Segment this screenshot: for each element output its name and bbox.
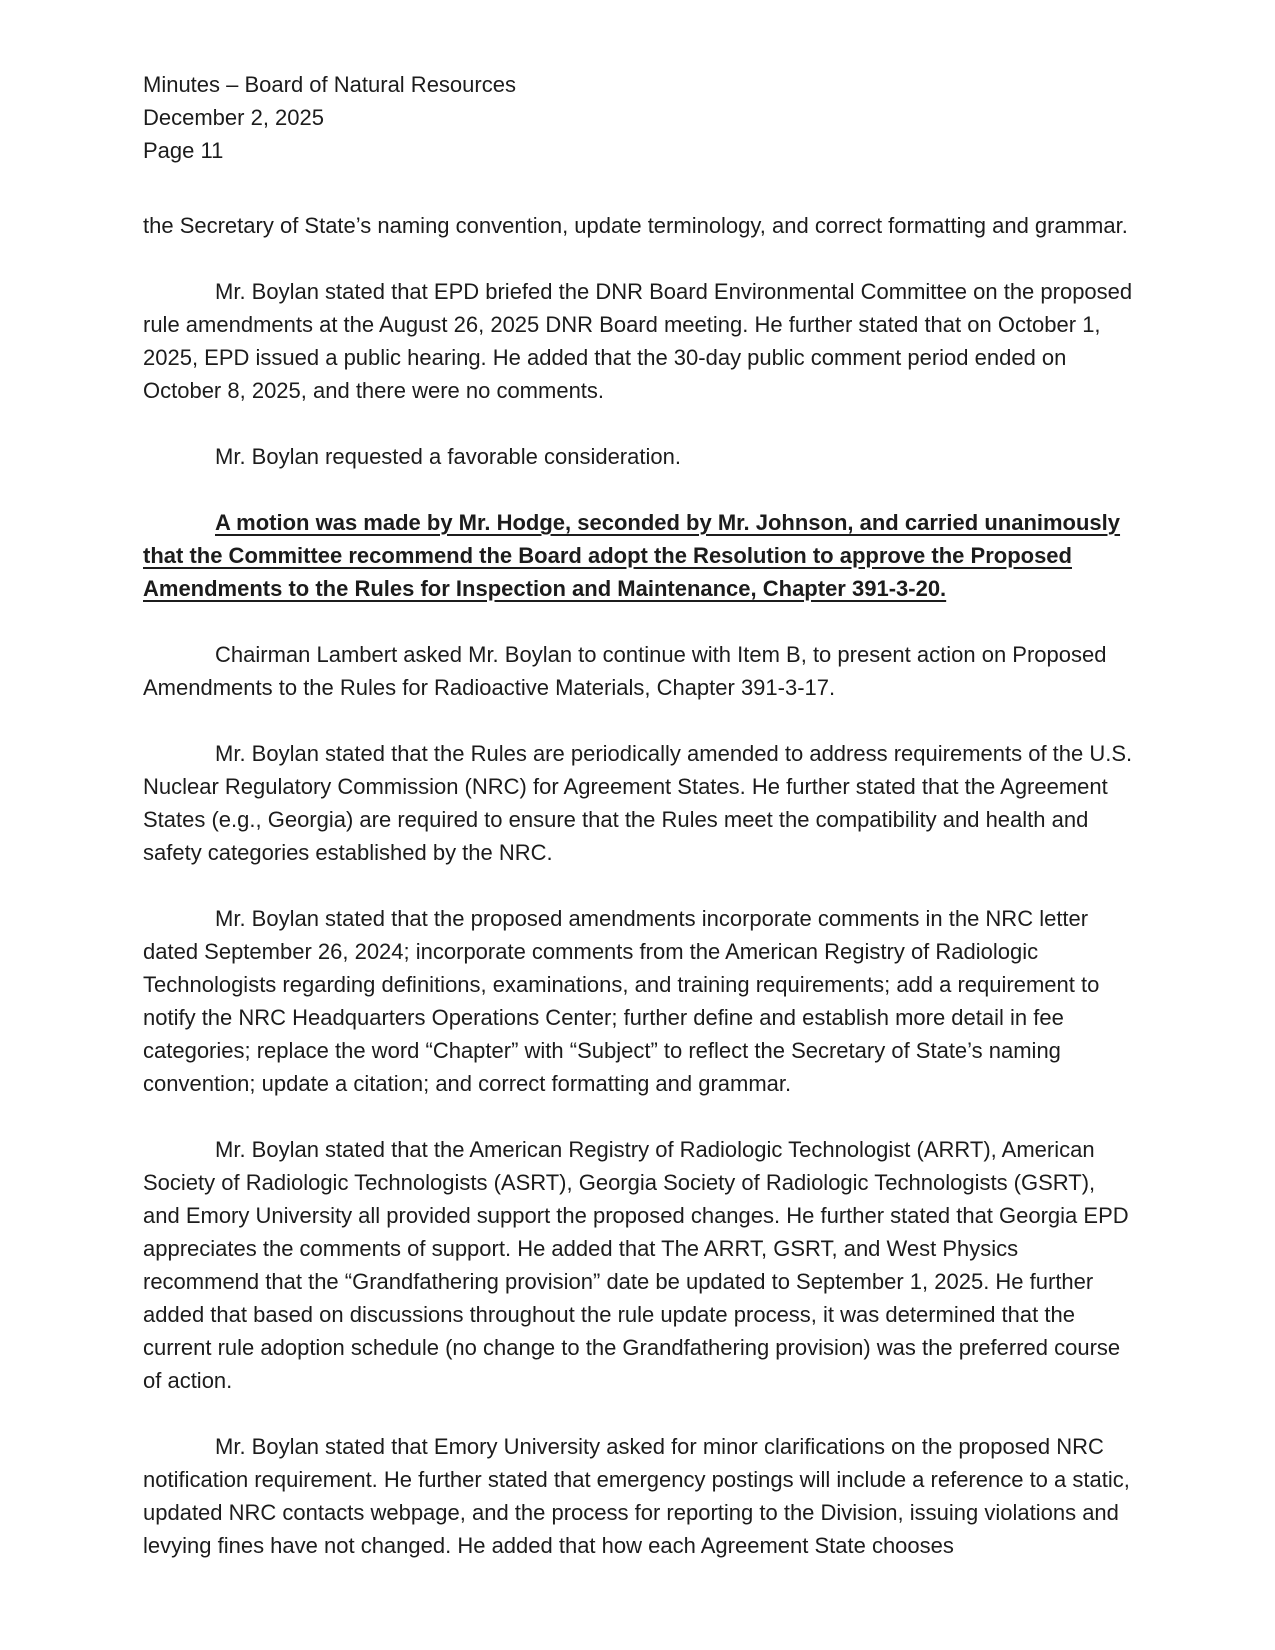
para-motion-statement: A motion was made by Mr. Hodge, seconded by Mr. Johnson, and carried unanimously that the Committee recommend the Board adopt the Resolution to approve the Proposed Amendments to the Rules for Inspection and Maintenance, Chapter 391-3-20. bbox=[143, 510, 1121, 601]
doc-header-page-number: Page 11 bbox=[143, 138, 224, 163]
doc-body bbox=[143, 209, 1135, 1562]
para-proposed-amendments-details: Mr. Boylan stated that the proposed amendments incorporate comments in the NRC letter dated September 26, 2024; incorporate comments from the American Registry of Radiologic Technologists regarding definitions, examinations, and training requirements; add a requirement to notify the NRC Headquarters Operations Center; further define and establish more detail in fee categories; replace the word “Chapter” with “Subject” to reflect the Secretary of State’s naming convention; update a citation; and correct formatting and grammar. bbox=[143, 906, 1100, 1096]
para-chairman-item-b: Chairman Lambert asked Mr. Boylan to continue with Item B, to present action on Proposed Amendments to the Rules for Radioactive Materials, Chapter 391-3-17. bbox=[143, 642, 1107, 700]
para-emory-clarifications: Mr. Boylan stated that Emory University asked for minor clarifications on the proposed NRC notification requirement. He further stated that emergency postings will include a reference to a static, updated NRC contacts webpage, and the process for reporting to the Division, issuing violations and levying fines have not changed. He added that how each Agreement State chooses bbox=[143, 1434, 1130, 1558]
doc-header-title: Minutes – Board of Natural Resources bbox=[143, 72, 516, 97]
doc-header-date: December 2, 2025 bbox=[143, 105, 324, 130]
para-rules-periodically-amended: Mr. Boylan stated that the Rules are periodically amended to address requirements of the U.S. Nuclear Regulatory Commission (NRC) for Agreement States. He further stated that the Agreement States (e.g., Georgia) are required to ensure that the Rules meet the compatibility and health and safety categories established by the NRC. bbox=[143, 741, 1133, 865]
para-favorable-consideration: Mr. Boylan requested a favorable consideration. bbox=[215, 444, 681, 469]
para-boylan-epd-briefing: Mr. Boylan stated that EPD briefed the DNR Board Environmental Committee on the proposed rule amendments at the August 26, 2025 DNR Board meeting. He further stated that on October 1, 2025, EPD issued a public hearing. He added that the 30-day public comment period ended on October 8, 2025, and there were no comments. bbox=[143, 279, 1133, 403]
para-support-comments: Mr. Boylan stated that the American Registry of Radiologic Technologist (ARRT), American Society of Radiologic Technologists (ASRT), Georgia Society of Radiologic Technologists (GSRT), and Emory University all provided support the proposed changes. He further stated that Georgia EPD appreciates the comments of support. He added that The ARRT, GSRT, and West Physics recommend that the “Grandfathering provision” date be updated to September 1, 2025. He further added that based on discussions throughout the rule update process, it was determined that the current rule adoption schedule (no change to the Grandfathering provision) was the preferred course of action. bbox=[143, 1137, 1129, 1393]
para-continuation-naming-convention: the Secretary of State’s naming convention, update terminology, and correct formatting and grammar. bbox=[143, 213, 1128, 238]
doc-header bbox=[143, 68, 1135, 167]
